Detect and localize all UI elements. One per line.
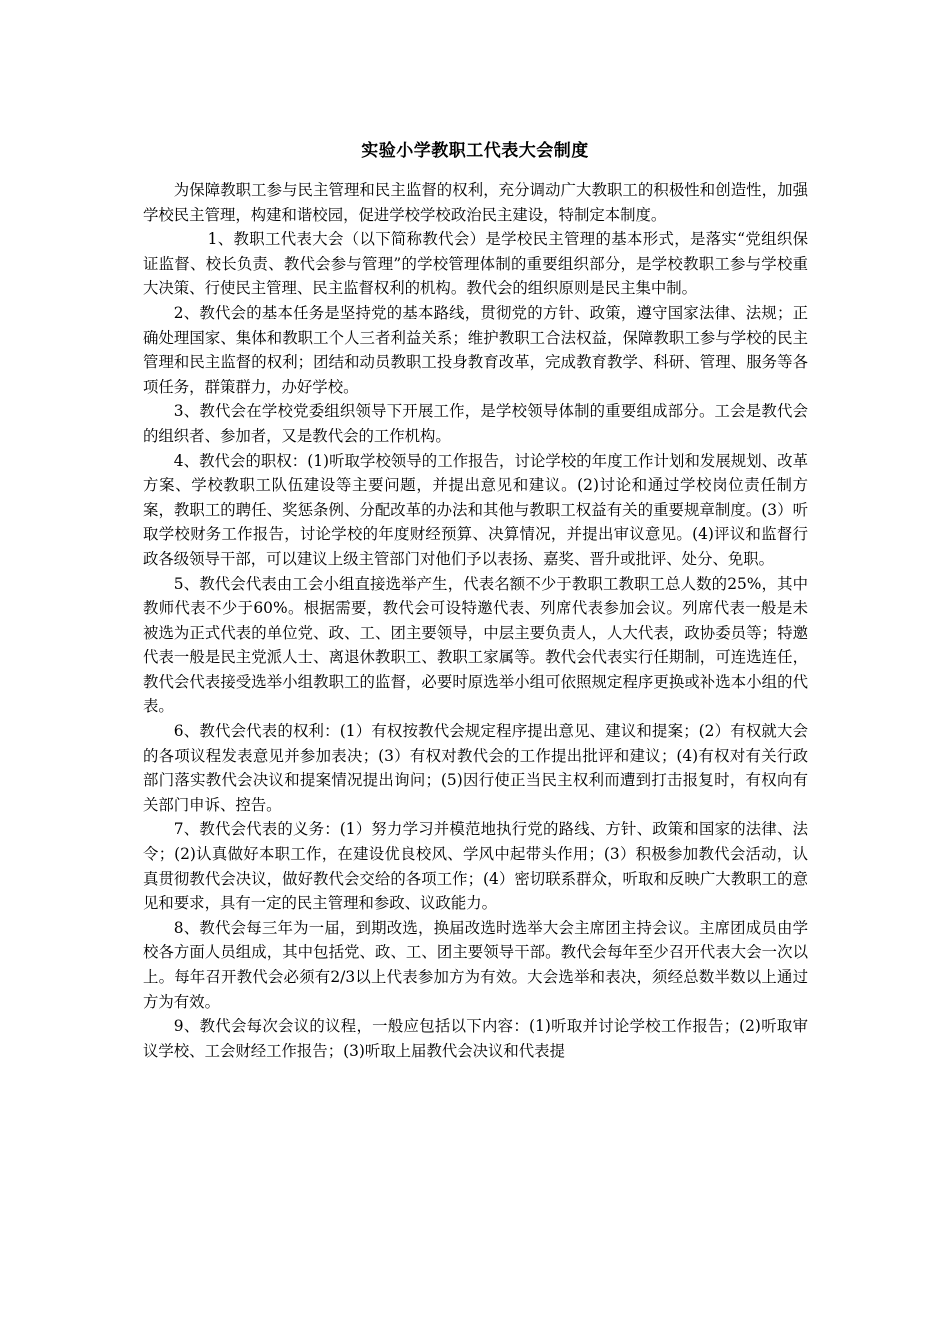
article-1-paragraph: 1、教职工代表大会（以下简称教代会）是学校民主管理的基本形式，是落实“党组织保证监督、校长负责、教代会参与管理”的学校管理体制的重要组织部分，是学校教职工参与学校重大决策、行使民主管理、民主监督权利的机构。教代会的组织原则是民主集中制。 <box>143 230 808 298</box>
document-body <box>143 178 808 1063</box>
article-2-paragraph: 2、教代会的基本任务是坚持党的基本路线，贯彻党的方针、政策，遵守国家法律、法规；正确处理国家、集体和教职工个人三者利益关系；维护教职工合法权益，保障教职工参与学校的民主管理和民主监督的权利；团结和动员教职工投身教育改革，完成教育教学、科研、管理、服务等各项任务，群策群力，办好学校。 <box>143 303 808 396</box>
preamble-paragraph: 为保障教职工参与民主管理和民主监督的权利，充分调动广大教职工的积极性和创造性，加强学校民主管理，构建和谐校园，促进学校学校政治民主建设，特制定本制度。 <box>143 181 808 224</box>
document-title: 实验小学教职工代表大会制度 <box>361 141 589 161</box>
article-4-paragraph: 4、教代会的职权：(1)听取学校领导的工作报告，讨论学校的年度工作计划和发展规划、改革方案、学校教职工队伍建设等主要问题，并提出意见和建议。(2)讨论和通过学校岗位责任制方案，教职工的聘任、奖惩条例、分配改革的办法和其他与教职工权益有关的重要规章制度。(3）听取学校财务工作报告，讨论学校的年度财经预算、决算情况，并提出审议意见。(4)评议和监督行政各级领导干部，可以建议上级主管部门对他们予以表扬、嘉奖、晋升或批评、处分、免职。 <box>143 451 808 568</box>
article-8-paragraph: 8、教代会每三年为一届，到期改选，换届改选时选举大会主席团主持会议。主席团成员由学校各方面人员组成，其中包括党、政、工、团主要领导干部。教代会每年至少召开代表大会一次以上。每年召开教代会必须有2/3以上代表参加方为有效。大会选举和表决，须经总数半数以上通过方为有效。 <box>143 918 808 1011</box>
article-3-paragraph: 3、教代会在学校党委组织领导下开展工作，是学校领导体制的重要组成部分。工会是教代会的组织者、参加者，又是教代会的工作机构。 <box>143 402 808 445</box>
article-9-paragraph: 9、教代会每次会议的议程，一般应包括以下内容：(1)听取并讨论学校工作报告；(2)听取审议学校、工会财经工作报告；(3)听取上届教代会决议和代表提 <box>143 1017 808 1060</box>
article-7-paragraph: 7、教代会代表的义务：(1）努力学习并模范地执行党的路线、方针、政策和国家的法律、法令；(2)认真做好本职工作，在建设优良校风、学风中起带头作用；(3）积极参加教代会活动，认真贯彻教代会决议，做好教代会交给的各项工作；(4）密切联系群众，听取和反映广大教职工的意见和要求，具有一定的民主管理和参政、议政能力。 <box>143 820 808 913</box>
article-6-paragraph: 6、教代会代表的权利：(1）有权按教代会规定程序提出意见、建议和提案；(2）有权就大会的各项议程发表意见并参加表决；(3）有权对教代会的工作提出批评和建议；(4)有权对有关行政部门落实教代会决议和提案情况提出询问；(5)因行使正当民主权利而遭到打击报复时，有权向有关部门申诉、控告。 <box>143 722 808 814</box>
article-5-paragraph: 5、教代会代表由工会小组直接选举产生，代表名额不少于教职工教职工总人数的25%，其中教师代表不少于60%。根据需要，教代会可设特邀代表、列席代表参加会议。列席代表一般是未被选为正式代表的单位党、政、工、团主要领导，中层主要负责人，人大代表，政协委员等；特邀代表一般是民主党派人士、离退休教职工、教职工家属等。教代会代表实行任期制，可连选连任，教代会代表接受选举小组教职工的监督，必要时原选举小组可依照规定程序更换或补选本小组的代表。 <box>143 574 808 716</box>
